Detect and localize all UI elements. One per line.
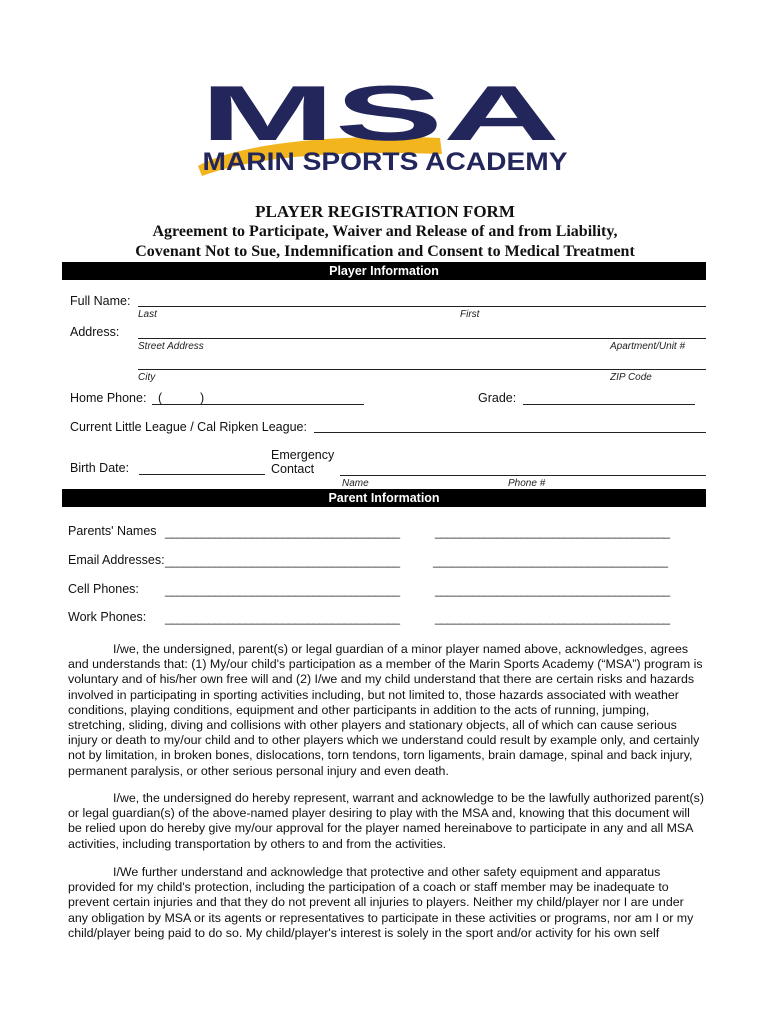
form-title: PLAYER REGISTRATION FORM (255, 202, 515, 221)
first-name-hint: First (460, 309, 480, 320)
waiver-paragraph-2: I/we, the undersigned do hereby represent, warrant and acknowledge to be the lawfully authorized parent(s) or legal guardian(s) of the above-named player desiring to play with the MSA and, knowing that this document will be relied upon do hereby give my/our approval for the player named hereinabove to participate in any and all MSA activities, including transportation by others to and from the activities. (68, 791, 704, 851)
league-field[interactable] (314, 432, 706, 433)
full-name-field[interactable] (138, 306, 706, 307)
parent1-email-field[interactable]: ______________________________________ (165, 554, 400, 568)
form-subtitle-line2: Covenant Not to Sue, Indemnification and Consent to Medical Treatment (135, 243, 635, 260)
home-phone-label: Home Phone: (70, 391, 147, 405)
emergency-name-hint: Name (342, 478, 369, 489)
emergency-label-line2: Contact (271, 462, 315, 476)
address-label: Address: (70, 325, 120, 339)
area-code-close: ) (200, 391, 205, 405)
emergency-contact-field[interactable] (340, 475, 706, 476)
parent1-work-field[interactable]: ______________________________________ (165, 611, 400, 625)
email-label: Email Addresses: (68, 553, 165, 567)
home-phone-field[interactable] (152, 404, 364, 405)
parent2-work-field[interactable]: ______________________________________ (435, 611, 670, 625)
birth-date-label: Birth Date: (70, 461, 130, 475)
apartment-hint: Apartment/Unit # (610, 341, 686, 352)
birth-date-field[interactable] (139, 474, 265, 475)
msa-logo (190, 78, 570, 178)
logo-name: MARIN SPORTS ACADEMY (202, 148, 568, 176)
parent2-cell-field[interactable]: ______________________________________ (435, 583, 670, 597)
full-name-label: Full Name: (70, 294, 131, 308)
parent2-name-field[interactable]: ______________________________________ (435, 525, 670, 539)
parent1-cell-field[interactable]: ______________________________________ (165, 583, 400, 597)
city-zip-field[interactable] (138, 369, 706, 370)
player-info-header: Player Information (62, 262, 706, 280)
zip-hint: ZIP Code (610, 372, 652, 383)
waiver-paragraph-1: I/we, the undersigned, parent(s) or legal guardian of a minor player named above, acknowledges, agrees and understands that: (1) My/our child's participation as a member of the Marin Sports Academy (“MSA”) program is voluntary and of his/her own free will and (2) I/we and my child understand that there are certain risks and hazards involved in participating in sporting activities including, but not limited to, those hazards associated with weather conditions, playing conditions, equipment and other participants in addition to the acts of running, jumping, stretching, sliding, diving and collisions with other players and stationary objects, all of which can cause serious injury or death to my/our child and to other players which we understand could result by example only, and certainly not by limitation, in broken bones, dislocations, torn tendons, torn ligaments, brain damage, spinal and back injury, permanent paralysis, or other serious personal injury and even death. (68, 642, 703, 778)
street-address-field[interactable] (138, 338, 706, 339)
parent2-email-field[interactable]: ______________________________________ (433, 554, 668, 568)
work-phones-label: Work Phones: (68, 610, 147, 624)
area-code-open: ( (158, 391, 163, 405)
cell-phones-label: Cell Phones: (68, 582, 139, 596)
last-name-hint: Last (138, 309, 157, 320)
parent-info-header: Parent Information (62, 489, 706, 507)
form-subtitle-line1: Agreement to Participate, Waiver and Release of and from Liability, (152, 223, 618, 240)
grade-label: Grade: (478, 391, 517, 405)
league-label: Current Little League / Cal Ripken League: (70, 420, 307, 434)
emergency-label-line1: Emergency (271, 448, 335, 462)
street-address-hint: Street Address (138, 341, 204, 352)
parents-names-label: Parents' Names (68, 524, 157, 538)
city-hint: City (138, 372, 156, 383)
grade-field[interactable] (523, 404, 695, 405)
parent1-name-field[interactable]: ______________________________________ (165, 525, 400, 539)
emergency-phone-hint: Phone # (508, 478, 546, 489)
waiver-paragraph-3: I/We further understand and acknowledge that protective and other safety equipment and apparatus provided for my child's protection, including the participation of a coach or staff member may be inadequate to prevent certain injuries and that they do not prevent all injuries to players. Neither my child/player nor I are under any obligation by MSA or its agents or representatives to participate in these activities or programs, nor am I or my child/player being paid to do so. My child/player's interest is solely in the sport and/or activity for his own self (68, 865, 694, 940)
logo-mark: MSA (200, 78, 560, 157)
